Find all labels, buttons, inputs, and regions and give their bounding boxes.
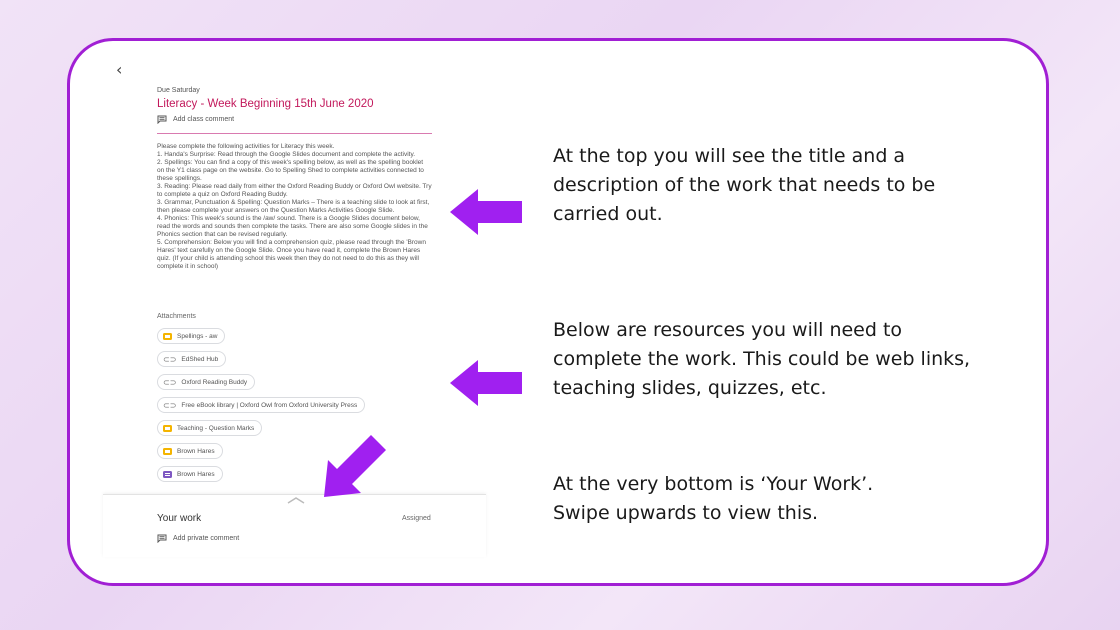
attachment-chip[interactable] (157, 328, 225, 344)
comment-icon (157, 534, 167, 543)
note-title-description: At the top you will see the title and a description of the work that needs to be carried out. (553, 145, 936, 225)
assignment-description: Please complete the following activities for Literacy this week. 1. Handa's Surprise: Read through the Google Slides document and complete the activity. 2. Spellings: You can find a copy of this week's spelling below, as well as the spelling booklet on the Y1 class page on the website. Go to Spelling Shed to complete activities connected to these spellings. 3. Reading: Please read daily from either the Oxford Reading Buddy or Oxford Owl website. Try to complete a quiz on Oxford Reading Buddy. 3. Grammar, Punctuation & Spelling: Question Marks – There is a teaching slide to look at first, then please complete your answers on the Question Marks Activities Google Slide. 4. Phonics: This week's sound is the /aw/ sound. There is a Google Slides document below, read the words and sounds then complete the tasks. There are also some Google slides in the Phonics section that can be revised regularly. 5. Comprehension: Below you will find a comprehension quiz, please read through the 'Brown Hares' text carefully on the Google Slide. Once you have read it, complete the Brown Hares quiz. (If your child is attending school this week then they do not need to do this as they will complete it in school) (157, 143, 432, 270)
back-arrow-icon[interactable]: ‹ (116, 60, 123, 79)
attachment-chip[interactable] (157, 397, 365, 413)
forms-icon (163, 471, 172, 478)
slides-icon (163, 333, 172, 340)
slides-icon (163, 425, 172, 432)
attachment-label: Brown Hares (177, 470, 215, 478)
note-your-work-line2: Swipe upwards to view this. (553, 502, 819, 524)
note-resources: Below are resources you will need to complete the work. This could be web links, teaching slides, quizzes, etc. (553, 319, 971, 399)
attachment-chip[interactable] (157, 420, 262, 436)
attachment-label: Free eBook library | Oxford Owl from Oxford University Press (181, 401, 358, 409)
attachment-chip[interactable] (157, 443, 223, 459)
attachment-label: Spellings - aw (177, 332, 218, 340)
left-arrow-icon (448, 357, 524, 409)
attachment-chip[interactable] (157, 374, 255, 390)
link-icon: ⊂⊃ (163, 377, 177, 387)
down-left-arrow-icon (318, 432, 390, 502)
attachment-label: Oxford Reading Buddy (181, 378, 248, 386)
slides-icon (163, 448, 172, 455)
due-date: Due Saturday (157, 87, 200, 94)
your-work-title: Your work (157, 513, 202, 524)
left-arrow-icon (448, 186, 524, 238)
chevron-up-icon[interactable] (287, 496, 305, 504)
title-divider (157, 133, 432, 134)
note-your-work-line1: At the very bottom is ‘Your Work’. (553, 473, 874, 495)
add-private-comment-button[interactable] (157, 534, 239, 543)
add-class-comment-button[interactable] (157, 115, 234, 124)
attachments-label: Attachments (157, 313, 196, 320)
link-icon: ⊂⊃ (163, 400, 177, 410)
comment-icon (157, 115, 167, 124)
link-icon: ⊂⊃ (163, 354, 177, 364)
note-your-work (553, 470, 993, 528)
assignment-title: Literacy - Week Beginning 15th June 2020 (157, 98, 374, 110)
attachment-chip[interactable] (157, 351, 226, 367)
add-class-comment-label: Add class comment (173, 116, 235, 123)
attachment-label: Teaching - Question Marks (177, 424, 255, 432)
status-badge: Assigned (402, 515, 431, 522)
attachment-label: Brown Hares (177, 447, 215, 455)
attachment-chip[interactable] (157, 466, 223, 482)
add-private-comment-label: Add private comment (173, 535, 240, 542)
attachment-label: EdShed Hub (181, 355, 219, 363)
